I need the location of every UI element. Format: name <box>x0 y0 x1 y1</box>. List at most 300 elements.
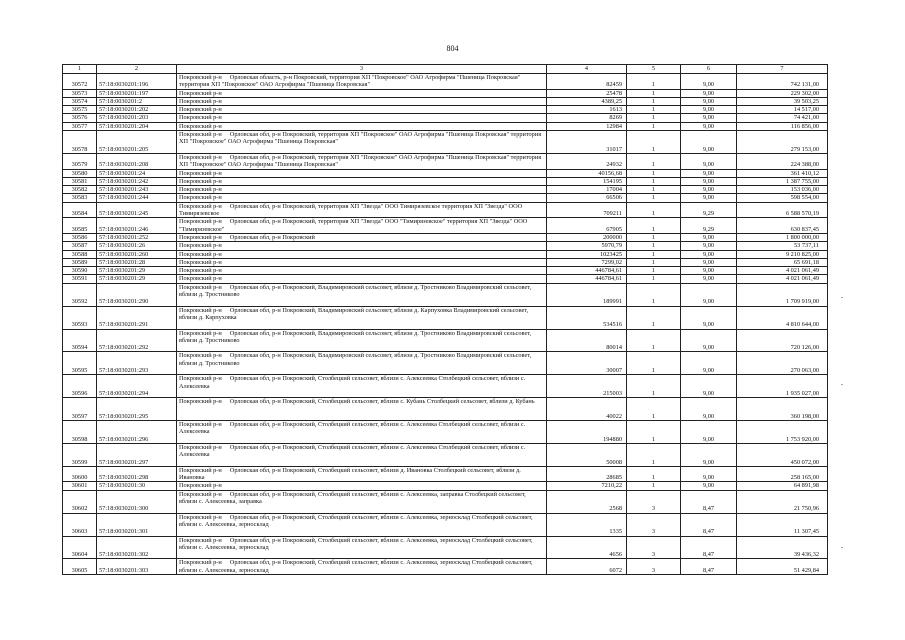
cadastral-value: 21 750,96 <box>737 490 828 513</box>
location-description: Орловская обл, р-н Покровский, Столбецкий сельсовет, вблизи с. Алексеевка Столбецкий сельсовет, вблизи с. Алексеевка <box>179 443 526 459</box>
cadastral-number: 57:18:0030201:197 <box>97 89 177 97</box>
rate-value: 9,00 <box>681 250 737 258</box>
cadastral-value: 116 856,00 <box>737 122 828 130</box>
header-row <box>63 65 828 74</box>
location-description: Орловская обл, р-н Покровский, Столбецкий сельсовет, вблизи с. Алексеевка, зерносклад Столбецкий сельсовет, вблизи с. Алексеевка, зерносклад <box>179 536 533 551</box>
row-number: 30586 <box>63 233 97 241</box>
table-row <box>63 218 828 234</box>
area-value: 4389,25 <box>547 97 627 105</box>
location-description: Орловская обл, р-н Покровский, территория ХП "Покровское" ОАО Агрофирма "Пшеница Покровская" территория ХП "Покровское" ОАО Агрофирма "Пшеница Покровская" <box>179 153 542 169</box>
area-value: 1335 <box>547 513 627 536</box>
cadastral-number: 57:18:0030201:26 <box>97 242 177 250</box>
cadastral-number: 57:18:0030201:290 <box>97 283 177 306</box>
area-value: 189991 <box>547 283 627 306</box>
address-cell <box>177 306 547 329</box>
cadastral-number: 57:18:0030201:298 <box>97 466 177 482</box>
area-value: 17004 <box>547 186 627 194</box>
table-row <box>63 398 828 421</box>
address-cell <box>177 153 547 169</box>
row-number: 30594 <box>63 329 97 352</box>
table-row <box>63 306 828 329</box>
rate-value: 9,00 <box>681 233 737 241</box>
category-value: 1 <box>627 131 681 154</box>
area-value: 8269 <box>547 114 627 122</box>
rate-value: 9,00 <box>681 466 737 482</box>
district-name: Покровский р-н <box>179 258 222 266</box>
cadastral-value: 153 036,00 <box>737 186 828 194</box>
row-number: 30583 <box>63 194 97 202</box>
table-row <box>63 513 828 536</box>
location-description: Орловская обл, р-н Покровский, Владимировский сельсовет, вблизи д. Карпуховка Владимировский сельсовет, вблизи д. Карпуховка <box>179 306 529 321</box>
rate-value: 9,00 <box>681 131 737 154</box>
row-number: 30584 <box>63 202 97 218</box>
category-value: 1 <box>627 106 681 114</box>
table-row <box>63 250 828 258</box>
edge-tick: . <box>841 378 843 387</box>
district-name: Покровский р-н <box>179 186 222 194</box>
address-cell <box>177 194 547 202</box>
district-name: Покровский р-н <box>179 443 222 451</box>
cadastral-value: 39 436,32 <box>737 536 828 559</box>
category-value: 1 <box>627 443 681 466</box>
district-name: Покровский р-н <box>179 306 222 314</box>
table-row <box>63 258 828 266</box>
address-cell <box>177 177 547 185</box>
category-value: 1 <box>627 186 681 194</box>
rate-value: 9,00 <box>681 329 737 352</box>
area-value: 200000 <box>547 233 627 241</box>
area-value: 709211 <box>547 202 627 218</box>
row-number: 30600 <box>63 466 97 482</box>
area-value: 2568 <box>547 490 627 513</box>
cadastral-value: 4 021 061,49 <box>737 275 828 283</box>
address-cell <box>177 466 547 482</box>
cadastral-value: 1 935 027,00 <box>737 375 828 398</box>
location-description: Орловская обл, р-н Покровский, Владимировский сельсовет, вблизи д. Тростниково Владимировский сельсовет, вблизи д. Тростниково <box>179 283 532 299</box>
table-row <box>63 559 828 575</box>
cadastral-number: 57:18:0030201:301 <box>97 513 177 536</box>
district-name: Покровский р-н <box>179 267 222 275</box>
rate-value: 8,47 <box>681 559 737 575</box>
row-number: 30596 <box>63 375 97 398</box>
rate-value: 9,00 <box>681 306 737 329</box>
rate-value: 9,00 <box>681 122 737 130</box>
address-cell <box>177 329 547 352</box>
area-value: 24932 <box>547 153 627 169</box>
category-value: 1 <box>627 482 681 490</box>
cadastral-value: 279 153,00 <box>737 131 828 154</box>
row-number: 30573 <box>63 89 97 97</box>
address-cell <box>177 186 547 194</box>
rate-value: 8,47 <box>681 536 737 559</box>
cadastral-number: 57:18:0030201:294 <box>97 375 177 398</box>
area-value: 66506 <box>547 194 627 202</box>
address-cell <box>177 202 547 218</box>
cadastral-value: 598 554,00 <box>737 194 828 202</box>
table-row <box>63 169 828 177</box>
rate-value: 9,00 <box>681 114 737 122</box>
area-value: 215003 <box>547 375 627 398</box>
address-cell <box>177 258 547 266</box>
location-description: Орловская обл, р-н Покровский, Владимировский сельсовет, вблизи д. Тростниково Владимировский сельсовет, вблизи д. Тростниково <box>179 329 532 344</box>
category-value: 1 <box>627 74 681 90</box>
row-number: 30605 <box>63 559 97 575</box>
location-description: Орловская область, р-н Покровский, территория ХП "Покровское" ОАО Агрофирма "Пшеница Покровская" территория ХП "Покровское" ОАО Агрофирма "Пшеница Покровская" <box>179 74 521 89</box>
cadastral-value: 720 126,00 <box>737 329 828 352</box>
rate-value: 9,00 <box>681 258 737 266</box>
cadastral-number: 57:18:0030201:208 <box>97 153 177 169</box>
district-name: Покровский р-н <box>179 398 222 406</box>
district-name: Покровский р-н <box>179 490 222 498</box>
area-value: 31017 <box>547 131 627 154</box>
location-description: Орловская обл, р-н Покровский, Владимировский сельсовет, вблизи д. Тростниково Владимировский сельсовет, вблизи д. Тростниково <box>179 352 532 367</box>
district-name: Покровский р-н <box>179 114 222 122</box>
cadastral-number: 57:18:0030201:202 <box>97 106 177 114</box>
cadastral-number: 57:18:0030201:296 <box>97 421 177 444</box>
district-name: Покровский р-н <box>179 106 222 114</box>
rate-value: 9,00 <box>681 106 737 114</box>
col-header-address: 3 <box>177 65 547 74</box>
rate-value: 9,00 <box>681 275 737 283</box>
category-value: 1 <box>627 122 681 130</box>
table-row <box>63 122 828 130</box>
row-number: 30588 <box>63 250 97 258</box>
cadastral-value: 39 503,25 <box>737 97 828 105</box>
table-row <box>63 490 828 513</box>
address-cell <box>177 267 547 275</box>
rate-value: 9,00 <box>681 74 737 90</box>
cadastral-number: 57:18:0030201:242 <box>97 177 177 185</box>
category-value: 1 <box>627 466 681 482</box>
area-value: 67905 <box>547 218 627 234</box>
page-number: 804 <box>446 44 459 53</box>
location-description: Орловская обл, р-н Покровский <box>229 233 315 241</box>
cadastral-number: 57:18:0030201:205 <box>97 131 177 154</box>
address-cell <box>177 375 547 398</box>
district-name: Покровский р-н <box>179 89 222 97</box>
cadastral-value: 14 517,00 <box>737 106 828 114</box>
row-number: 30591 <box>63 275 97 283</box>
col-header-area: 4 <box>547 65 627 74</box>
row-number: 30574 <box>63 97 97 105</box>
table-row <box>63 194 828 202</box>
address-cell <box>177 89 547 97</box>
category-value: 1 <box>627 202 681 218</box>
cadastral-value: 1 800 000,00 <box>737 233 828 241</box>
area-value: 40156,68 <box>547 169 627 177</box>
row-number: 30602 <box>63 490 97 513</box>
cadastral-number: 57:18:0030201:260 <box>97 250 177 258</box>
table-row <box>63 242 828 250</box>
district-name: Покровский р-н <box>179 466 222 474</box>
area-value: 25478 <box>547 89 627 97</box>
district-name: Покровский р-н <box>179 482 222 490</box>
row-number: 30587 <box>63 242 97 250</box>
col-header-cadastral: 2 <box>97 65 177 74</box>
cadastral-value: 9 210 825,00 <box>737 250 828 258</box>
category-value: 1 <box>627 89 681 97</box>
district-name: Покровский р-н <box>179 177 222 185</box>
table-row <box>63 375 828 398</box>
area-value: 80014 <box>547 329 627 352</box>
table-row <box>63 97 828 105</box>
table-row <box>63 233 828 241</box>
table-row <box>63 482 828 490</box>
cadastral-value: 51 429,84 <box>737 559 828 575</box>
category-value: 1 <box>627 177 681 185</box>
table-row <box>63 267 828 275</box>
category-value: 1 <box>627 250 681 258</box>
location-description: Орловская обл, р-н Покровский, территория ХП "Звезда" ООО "Тимирязевское" территория ХП "Звезда" ООО "Тимирязевское" <box>179 218 528 233</box>
address-cell <box>177 97 547 105</box>
row-number: 30595 <box>63 352 97 375</box>
district-name: Покровский р-н <box>179 275 222 283</box>
district-name: Покровский р-н <box>179 250 222 258</box>
area-value: 28685 <box>547 466 627 482</box>
category-value: 1 <box>627 283 681 306</box>
row-number: 30585 <box>63 218 97 234</box>
row-number: 30604 <box>63 536 97 559</box>
address-cell <box>177 513 547 536</box>
cadastral-number: 57:18:0030201:29 <box>97 267 177 275</box>
cadastral-value: 224 388,00 <box>737 153 828 169</box>
table-row <box>63 421 828 444</box>
col-header-category: 5 <box>627 65 681 74</box>
rate-value: 9,00 <box>681 186 737 194</box>
address-cell <box>177 283 547 306</box>
district-name: Покровский р-н <box>179 169 222 177</box>
category-value: 1 <box>627 275 681 283</box>
table-row <box>63 153 828 169</box>
row-number: 30590 <box>63 267 97 275</box>
district-name: Покровский р-н <box>179 242 222 250</box>
category-value: 3 <box>627 513 681 536</box>
area-value: 12984 <box>547 122 627 130</box>
cadastral-value: 64 891,98 <box>737 482 828 490</box>
rate-value: 9,00 <box>681 283 737 306</box>
row-number: 30572 <box>63 74 97 90</box>
area-value: 194880 <box>547 421 627 444</box>
category-value: 1 <box>627 421 681 444</box>
district-name: Покровский р-н <box>179 375 222 383</box>
rate-value: 9,00 <box>681 153 737 169</box>
rate-value: 9,00 <box>681 194 737 202</box>
rate-value: 9,29 <box>681 218 737 234</box>
rate-value: 8,47 <box>681 513 737 536</box>
row-number: 30582 <box>63 186 97 194</box>
district-name: Покровский р-н <box>179 218 222 226</box>
col-header-rate: 6 <box>681 65 737 74</box>
rate-value: 8,47 <box>681 490 737 513</box>
cadastral-number: 57:18:0030201:291 <box>97 306 177 329</box>
address-cell <box>177 74 547 90</box>
cadastral-number: 57:18:0030201:196 <box>97 74 177 90</box>
address-cell <box>177 218 547 234</box>
cadastral-number: 57:18:0030201:243 <box>97 186 177 194</box>
row-number: 30589 <box>63 258 97 266</box>
address-cell <box>177 131 547 154</box>
row-number: 30575 <box>63 106 97 114</box>
address-cell <box>177 421 547 444</box>
rate-value: 9,00 <box>681 97 737 105</box>
category-value: 1 <box>627 233 681 241</box>
district-name: Покровский р-н <box>179 559 222 567</box>
district-name: Покровский р-н <box>179 153 222 161</box>
address-cell <box>177 275 547 283</box>
category-value: 3 <box>627 536 681 559</box>
address-cell <box>177 106 547 114</box>
district-name: Покровский р-н <box>179 536 222 544</box>
rate-value: 9,00 <box>681 482 737 490</box>
edge-tick: . <box>841 541 843 550</box>
cadastral-number: 57:18:0030201:300 <box>97 490 177 513</box>
row-number: 30597 <box>63 398 97 421</box>
location-description: Орловская обл, р-н Покровский, территория ХП "Звезда" ООО Тимирязевское территория ХП "Звезда" ООО Тимирязевское <box>179 202 523 218</box>
district-name: Покровский р-н <box>179 131 222 139</box>
table-row <box>63 352 828 375</box>
table-row <box>63 131 828 154</box>
row-number: 30580 <box>63 169 97 177</box>
rate-value: 9,00 <box>681 375 737 398</box>
cadastral-value: 1 753 920,00 <box>737 421 828 444</box>
area-value: 7299,02 <box>547 258 627 266</box>
location-description: Орловская обл, р-н Покровский, Столбецкий сельсовет, вблизи с. Кубань Столбецкий сельсовет, вблизи д. Кубань <box>229 398 535 406</box>
row-number: 30593 <box>63 306 97 329</box>
table-row <box>63 114 828 122</box>
district-name: Покровский р-н <box>179 513 222 521</box>
category-value: 1 <box>627 267 681 275</box>
table-row <box>63 329 828 352</box>
cadastral-value: 360 198,00 <box>737 398 828 421</box>
rate-value: 9,00 <box>681 421 737 444</box>
district-name: Покровский р-н <box>179 97 222 105</box>
cadastral-value: 630 837,45 <box>737 218 828 234</box>
cadastral-number: 57:18:0030201:302 <box>97 536 177 559</box>
rate-value: 9,00 <box>681 352 737 375</box>
table-row <box>63 283 828 306</box>
cadastral-number: 57:18:0030201:297 <box>97 443 177 466</box>
location-description: Орловская обл, р-н Покровский, Столбецкий сельсовет, вблизи с. Алексеевка, зерносклад Столбецкий сельсовет, вблизи с. Алексеевка, зерносклад <box>179 513 533 528</box>
category-value: 1 <box>627 218 681 234</box>
location-description: Орловская обл, р-н Покровский, Столбецкий сельсовет, вблизи с. Алексеевка, зерносклад Столбецкий сельсовет, вблизи с. Алексеевка, зерносклад <box>179 559 533 574</box>
category-value: 1 <box>627 352 681 375</box>
address-cell <box>177 482 547 490</box>
location-description: Орловская обл, р-н Покровский, Столбецкий сельсовет, вблизи с. Алексеевка Столбецкий сельсовет, вблизи с. Алексеевка <box>179 375 526 390</box>
category-value: 1 <box>627 114 681 122</box>
table-row <box>63 202 828 218</box>
address-cell <box>177 233 547 241</box>
area-value: 534516 <box>547 306 627 329</box>
address-cell <box>177 398 547 421</box>
cadastral-value: 742 131,00 <box>737 74 828 90</box>
area-value: 154195 <box>547 177 627 185</box>
category-value: 1 <box>627 306 681 329</box>
category-value: 3 <box>627 490 681 513</box>
cadastral-number: 57:18:0030201:203 <box>97 114 177 122</box>
category-value: 1 <box>627 258 681 266</box>
category-value: 1 <box>627 375 681 398</box>
district-name: Покровский р-н <box>179 421 222 429</box>
address-cell <box>177 490 547 513</box>
category-value: 1 <box>627 194 681 202</box>
row-number: 30599 <box>63 443 97 466</box>
district-name: Покровский р-н <box>179 74 222 81</box>
table-row <box>63 177 828 185</box>
area-value: 446784,61 <box>547 267 627 275</box>
cadastral-number: 57:18:0030201:24 <box>97 169 177 177</box>
area-value: 40022 <box>547 398 627 421</box>
rate-value: 9,00 <box>681 177 737 185</box>
cadastral-value: 229 302,00 <box>737 89 828 97</box>
table-row <box>63 89 828 97</box>
location-description: Орловская обл, р-н Покровский, Столбецкий сельсовет, вблизи д. Ивановка Столбецкий сельсовет, вблизи д. Ивановка <box>179 466 521 482</box>
cadastral-value: 74 421,00 <box>737 114 828 122</box>
row-number: 30592 <box>63 283 97 306</box>
row-number: 30598 <box>63 421 97 444</box>
table-row <box>63 466 828 482</box>
location-description: Орловская обл, р-н Покровский, Столбецкий сельсовет, вблизи с. Алексеевка Столбецкий сельсовет, вблизи с. Алексеевка <box>179 421 526 436</box>
cadastral-value: 258 165,00 <box>737 466 828 482</box>
cadastral-number: 57:18:0030201:293 <box>97 352 177 375</box>
rate-value: 9,00 <box>681 89 737 97</box>
rate-value: 9,00 <box>681 267 737 275</box>
district-name: Покровский р-н <box>179 202 222 210</box>
table-row <box>63 106 828 114</box>
category-value: 1 <box>627 329 681 352</box>
row-number: 30601 <box>63 482 97 490</box>
row-number: 30576 <box>63 114 97 122</box>
edge-tick: . <box>841 291 843 300</box>
cadastral-number: 57:18:0030201:303 <box>97 559 177 575</box>
cadastral-number: 57:18:0030201:2 <box>97 97 177 105</box>
address-cell <box>177 122 547 130</box>
rate-value: 9,29 <box>681 202 737 218</box>
area-value: 4656 <box>547 536 627 559</box>
area-value: 1023425 <box>547 250 627 258</box>
category-value: 1 <box>627 169 681 177</box>
rate-value: 9,00 <box>681 443 737 466</box>
area-value: 1613 <box>547 106 627 114</box>
row-number: 30578 <box>63 131 97 154</box>
address-cell <box>177 352 547 375</box>
area-value: 7210,22 <box>547 482 627 490</box>
area-value: 6072 <box>547 559 627 575</box>
col-header-value: 7 <box>737 65 828 74</box>
rate-value: 9,00 <box>681 398 737 421</box>
row-number: 30577 <box>63 122 97 130</box>
cadastral-value: 11 307,45 <box>737 513 828 536</box>
table-row <box>63 186 828 194</box>
cadastral-number: 57:18:0030201:292 <box>97 329 177 352</box>
cadastral-value: 4 810 644,00 <box>737 306 828 329</box>
cadastral-value: 361 410,12 <box>737 169 828 177</box>
address-cell <box>177 250 547 258</box>
row-number: 30581 <box>63 177 97 185</box>
category-value: 1 <box>627 97 681 105</box>
cadastral-value: 1 709 919,00 <box>737 283 828 306</box>
cadastral-number: 57:18:0030201:245 <box>97 202 177 218</box>
district-name: Покровский р-н <box>179 122 222 130</box>
area-value: 50008 <box>547 443 627 466</box>
cadastral-value: 65 691,18 <box>737 258 828 266</box>
rate-value: 9,00 <box>681 169 737 177</box>
address-cell <box>177 114 547 122</box>
cadastral-value: 450 072,00 <box>737 443 828 466</box>
land-parcels-table <box>62 64 828 575</box>
category-value: 1 <box>627 398 681 421</box>
location-description: Орловская обл, р-н Покровский, территория ХП "Покровское" ОАО Агрофирма "Пшеница Покровская" территория ХП "Покровское" ОАО Агрофирма "Пшеница Покровская" <box>179 131 542 146</box>
address-cell <box>177 536 547 559</box>
